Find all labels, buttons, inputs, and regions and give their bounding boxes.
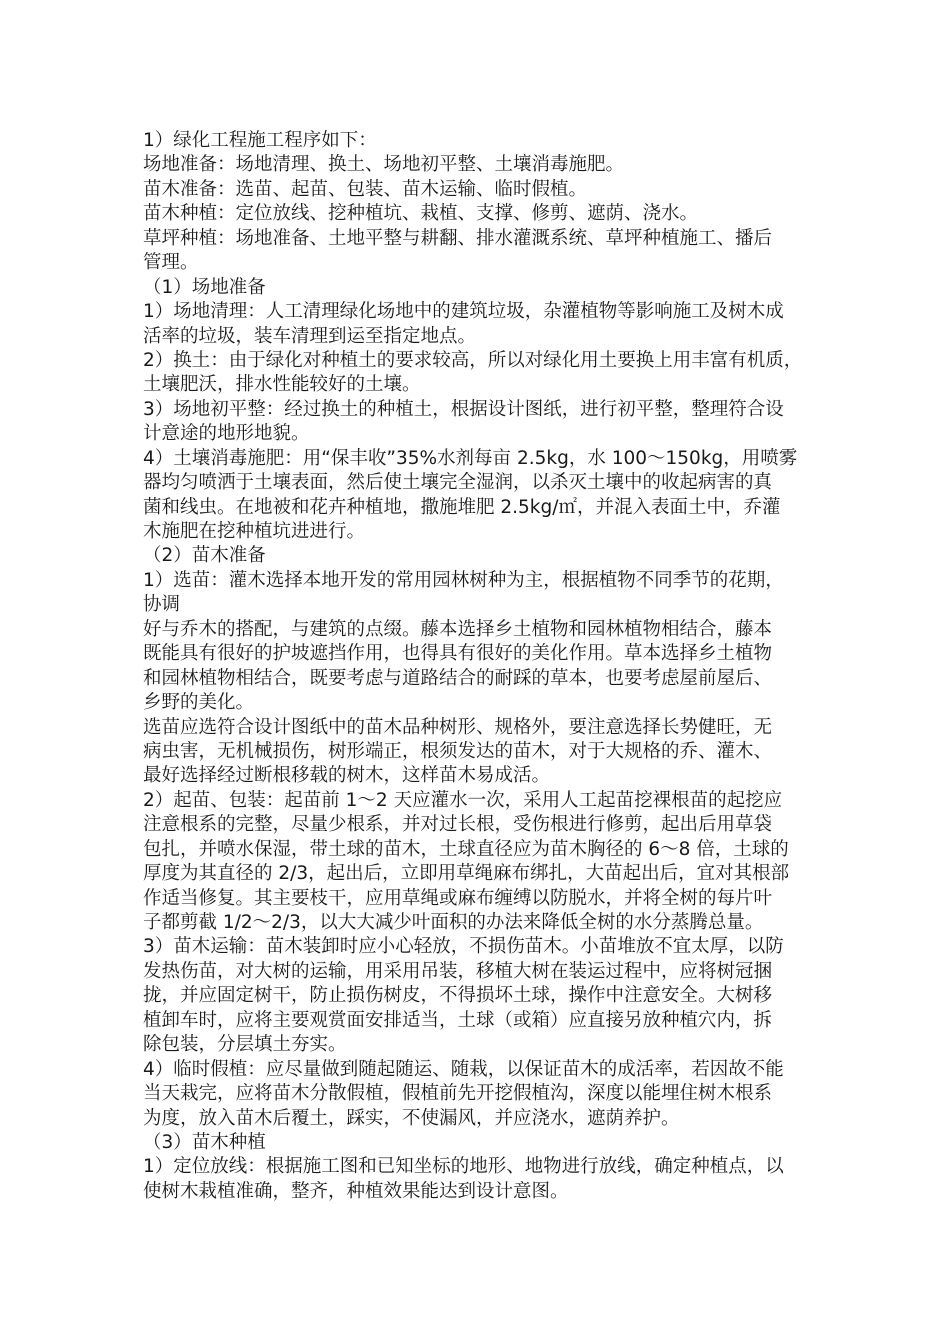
text-line: 管理。 [143, 252, 199, 274]
text-line: 草坪种植：场地准备、土地平整与耕翻、排水灌溉系统、草坪种植施工、播后 [143, 227, 773, 249]
text-line: 器均匀喷洒于土壤表面，然后使土壤完全湿润，以杀灭土壤中的收起病害的真 [143, 472, 773, 494]
text-line: 1）选苗：灌木选择本地开发的常用园林树种为主，根据植物不同季节的花期， [143, 569, 784, 591]
text-line: 苗木准备：选苗、起苗、包装、苗木运输、临时假植。 [143, 178, 588, 200]
text-line: 和园林植物相结合，既要考虑与道路结合的耐踩的草本，也要考虑屋前屋后、 [143, 667, 773, 689]
text-line: 1）定位放线：根据施工图和已知坐标的地形、地物进行放线，确定种植点，以 [143, 1156, 784, 1178]
text-line: 活率的垃圾，装车清理到运至指定地点。 [143, 325, 477, 347]
text-line: 2）换土：由于绿化对种植土的要求较高，所以对绿化用土要换上用丰富有机质， [143, 349, 803, 371]
text-line: 4）临时假植：应尽量做到随起随运、随栽，以保证苗木的成活率，若因故不能 [143, 1058, 784, 1080]
text-line: 拢，并应固定树干，防止损伤树皮，不得损坏土球，操作中注意安全。大树移 [143, 985, 773, 1007]
text-line: 1）场地清理：人工清理绿化场地中的建筑垃圾，杂灌植物等影响施工及树木成 [143, 301, 784, 323]
text-line: 1）绿化工程施工程序如下： [143, 130, 377, 151]
text-line: 病虫害，无机械损伤，树形端正，根须发达的苗木，对于大规格的乔、灌木、 [143, 740, 773, 762]
text-line: 乡野的美化。 [143, 692, 255, 714]
text-line: 使树木栽植准确，整齐，种植效果能达到设计意图。 [143, 1180, 569, 1202]
text-line: 好与乔木的搭配，与建筑的点缀。藤本选择乡土植物和园林植物相结合，藤本 [143, 618, 773, 640]
text-line: 3）场地初平整：经过换土的种植土，根据设计图纸，进行初平整，整理符合设 [143, 398, 784, 420]
text-line: （3）苗木种植 [143, 1131, 266, 1153]
text-line: （2）苗木准备 [143, 545, 266, 567]
text-line: 木施肥在挖种植坑进进行。 [143, 521, 366, 542]
text-line: 菌和线虫。在地被和花卉种植地，撒施堆肥 2.5kg/㎡，并混入表面土中，乔灌 [143, 496, 781, 518]
text-line: 植卸车时，应将主要观赏面安排适当，土球（或箱）应直接另放种植穴内，拆 [143, 1009, 773, 1031]
text-line: 子都剪截 1/2～2/3，以大大减少叶面积的办法来降低全树的水分蒸腾总量。 [143, 912, 764, 933]
text-line: 当天栽完，应将苗木分散假植，假植前先开挖假植沟，深度以能埋住树木根系 [143, 1083, 773, 1105]
text-line: 注意根系的完整，尽量少根系，并对过长根，受伤根进行修剪，起出后用草袋 [143, 814, 773, 836]
text-line: 计意途的地形地貌。 [143, 423, 310, 445]
text-line: 场地准备：场地清理、换土、场地初平整、土壤消毒施肥。 [143, 154, 625, 176]
text-line: 3）苗木运输：苗木装卸时应小心轻放，不损伤苗木。小苗堆放不宜太厚，以防 [143, 936, 784, 958]
text-line: 为度，放入苗木后覆土，踩实，不使漏风，并应浇水，遮荫养护。 [143, 1107, 680, 1129]
text-line: 厚度为其直径的 2/3，起出后，立即用草绳麻布绑扎，大苗起出后，宜对其根部 [143, 863, 790, 885]
text-line: 最好选择经过断根移载的树木，这样苗木易成活。 [143, 765, 551, 787]
text-line: 苗木种植：定位放线、挖种植坑、栽植、支撑、修剪、遮荫、浇水。 [143, 203, 699, 225]
text-line: 作适当修复。其主要枝干，应用草绳或麻布缠缚以防脱水，并将全树的每片叶 [143, 887, 773, 909]
document-body [143, 129, 823, 1204]
text-line: 4）土壤消毒施肥：用“保丰收”35%水剂每亩 2.5kg，水 100～150kg，用喷雾 [143, 447, 798, 469]
text-line: 包扎，并喷水保湿，带土球的苗木，土球直径应为苗木胸径的 6～8 倍，土球的 [143, 838, 789, 860]
text-line: 既能具有很好的护坡遮挡作用，也得具有很好的美化作用。草本选择乡土植物 [143, 643, 773, 665]
text-line: （1）场地准备 [143, 276, 266, 298]
text-line: 除包装，分层填土夯实。 [143, 1034, 347, 1056]
text-line: 土壤肥沃，排水性能较好的土壤。 [143, 374, 421, 396]
text-line: 选苗应选符合设计图纸中的苗木品种树形、规格外，要注意选择长势健旺，无 [143, 716, 773, 738]
text-line: 协调 [143, 594, 181, 616]
text-line: 发热伤苗，对大树的运输，用采用吊装，移植大树在装运过程中，应将树冠捆 [143, 960, 773, 982]
text-line: 2）起苗、包装：起苗前 1～2 天应灌水一次，采用人工起苗挖裸根苗的起挖应 [143, 789, 783, 811]
